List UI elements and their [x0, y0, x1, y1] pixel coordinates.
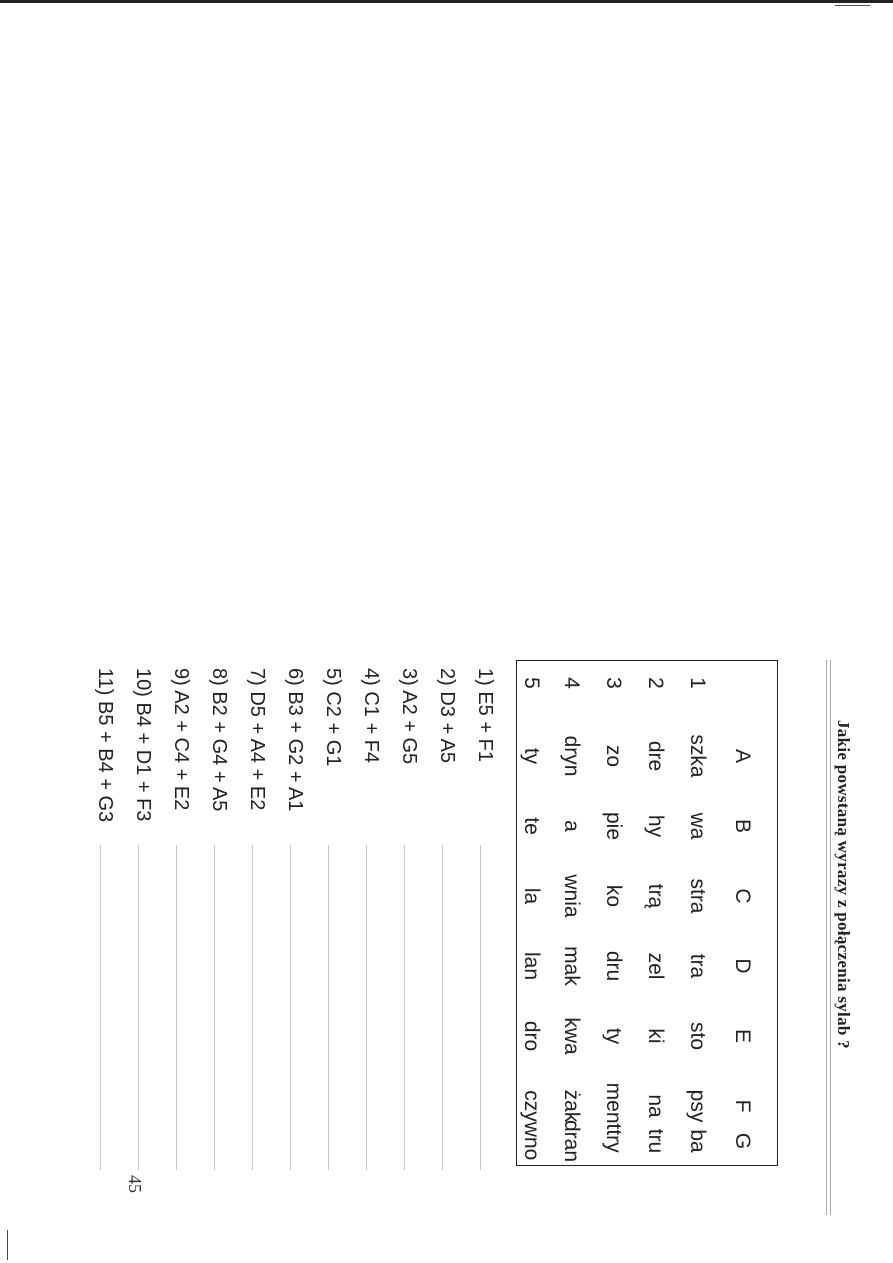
- syllable-cell: trą: [644, 883, 667, 909]
- title-rule-bottom: [826, 660, 827, 1215]
- exercise-text: 8) B2 + G4 + A5: [208, 668, 230, 812]
- answer-line[interactable]: [442, 845, 443, 1170]
- syllable-cell: lan: [520, 951, 543, 981]
- syllable-cell: ty: [602, 1027, 625, 1045]
- top-border: [0, 0, 893, 3]
- syllable-cell: kwa: [560, 1017, 583, 1055]
- syllable-cell: hy: [644, 814, 667, 838]
- syllable-cell: a: [560, 820, 583, 832]
- syllable-cell: dryn: [560, 735, 583, 777]
- syllable-cell: na: [644, 1094, 667, 1118]
- margin-mark: [7, 1230, 8, 1260]
- exercise-row: [161, 660, 199, 1200]
- syllable-cell: dro: [520, 1020, 543, 1052]
- title-rule-top: [830, 660, 831, 1215]
- row-number: 1: [686, 677, 709, 689]
- answer-line[interactable]: [214, 845, 215, 1170]
- page-number: 45: [125, 1175, 145, 1193]
- row-number: 2: [644, 677, 667, 689]
- answer-line[interactable]: [290, 845, 291, 1170]
- column-header: B: [731, 818, 754, 833]
- exercise-text: 7) D5 + A4 + E2: [246, 668, 268, 811]
- answer-line[interactable]: [366, 845, 367, 1170]
- row-number: 5: [520, 677, 543, 689]
- answer-line[interactable]: [100, 845, 101, 1170]
- exercise-text: 3) A2 + G5: [398, 668, 420, 765]
- column-header: E: [731, 1028, 754, 1043]
- exercise-row: [389, 660, 427, 1200]
- syllable-cell: te: [520, 817, 543, 835]
- column-header: F: [731, 1099, 754, 1113]
- exercise-row: [85, 660, 123, 1200]
- syllable-cell: mak: [560, 946, 583, 986]
- exercise-row: [465, 660, 503, 1200]
- syllable-cell: szka: [686, 734, 709, 778]
- syllable-cell: żak: [560, 1089, 583, 1123]
- syllable-cell: ment: [602, 1082, 625, 1130]
- row-number: 3: [602, 677, 625, 689]
- exercise-text: 9) A2 + C4 + E2: [170, 668, 192, 811]
- syllable-cell: stra: [686, 878, 709, 914]
- answer-line[interactable]: [252, 845, 253, 1170]
- syllable-cell: ko: [602, 884, 625, 908]
- syllable-cell: psy: [686, 1089, 709, 1123]
- answer-line[interactable]: [138, 845, 139, 1170]
- exercise-text: 10) B4 + D1 + F3: [132, 668, 154, 822]
- syllable-cell: zo: [602, 744, 625, 768]
- column-header: C: [731, 888, 754, 904]
- syllable-cell: wnia: [560, 874, 583, 918]
- syllable-cell: wa: [686, 812, 709, 840]
- syllable-cell: sto: [686, 1021, 709, 1050]
- syllable-cell: ki: [644, 1028, 667, 1044]
- answer-line[interactable]: [176, 845, 177, 1170]
- exercise-row: [237, 660, 275, 1200]
- exercise-text: 1) E5 + F1: [474, 668, 496, 762]
- syllable-cell: dran: [560, 1119, 583, 1163]
- exercise-row: [275, 660, 313, 1200]
- syllable-grid: [516, 660, 778, 1166]
- exercise-text: 11) B5 + B4 + G3: [94, 668, 116, 823]
- syllable-cell: ty: [520, 747, 543, 765]
- row-number: 4: [560, 677, 583, 689]
- syllable-cell: la: [520, 887, 543, 905]
- syllable-cell: tru: [644, 1128, 667, 1154]
- column-header: D: [731, 958, 754, 974]
- column-header: A: [731, 748, 754, 763]
- syllable-cell: dre: [644, 740, 667, 772]
- answer-line[interactable]: [328, 845, 329, 1170]
- exercise-row: [313, 660, 351, 1200]
- rotated-content: [83, 660, 858, 1210]
- exercise-text: 2) D3 + A5: [436, 668, 458, 764]
- exercise-row: [123, 660, 161, 1200]
- exercise-row: [351, 660, 389, 1200]
- exercise-row: [427, 660, 465, 1200]
- syllable-cell: zel: [644, 952, 667, 980]
- syllable-cell: try: [602, 1129, 625, 1153]
- exercise-text: 4) C1 + F4: [360, 668, 382, 764]
- column-header: G: [731, 1132, 754, 1150]
- worksheet-title: Jakie powstaną wyrazy z połączenia sylab ?: [834, 720, 853, 1049]
- exercise-row: [199, 660, 237, 1200]
- answer-line[interactable]: [404, 845, 405, 1170]
- syllable-cell: dru: [602, 950, 625, 982]
- top-border-mark: [835, 5, 870, 6]
- syllable-cell: ba: [686, 1129, 709, 1153]
- answer-line[interactable]: [480, 845, 481, 1170]
- syllable-cell: pie: [602, 811, 625, 841]
- syllable-cell: wno: [520, 1121, 543, 1161]
- syllable-cell: czy: [520, 1090, 543, 1122]
- exercise-text: 5) C2 + G1: [322, 668, 344, 767]
- exercise-text: 6) B3 + G2 + A1: [284, 668, 306, 812]
- syllable-cell: tra: [686, 953, 709, 979]
